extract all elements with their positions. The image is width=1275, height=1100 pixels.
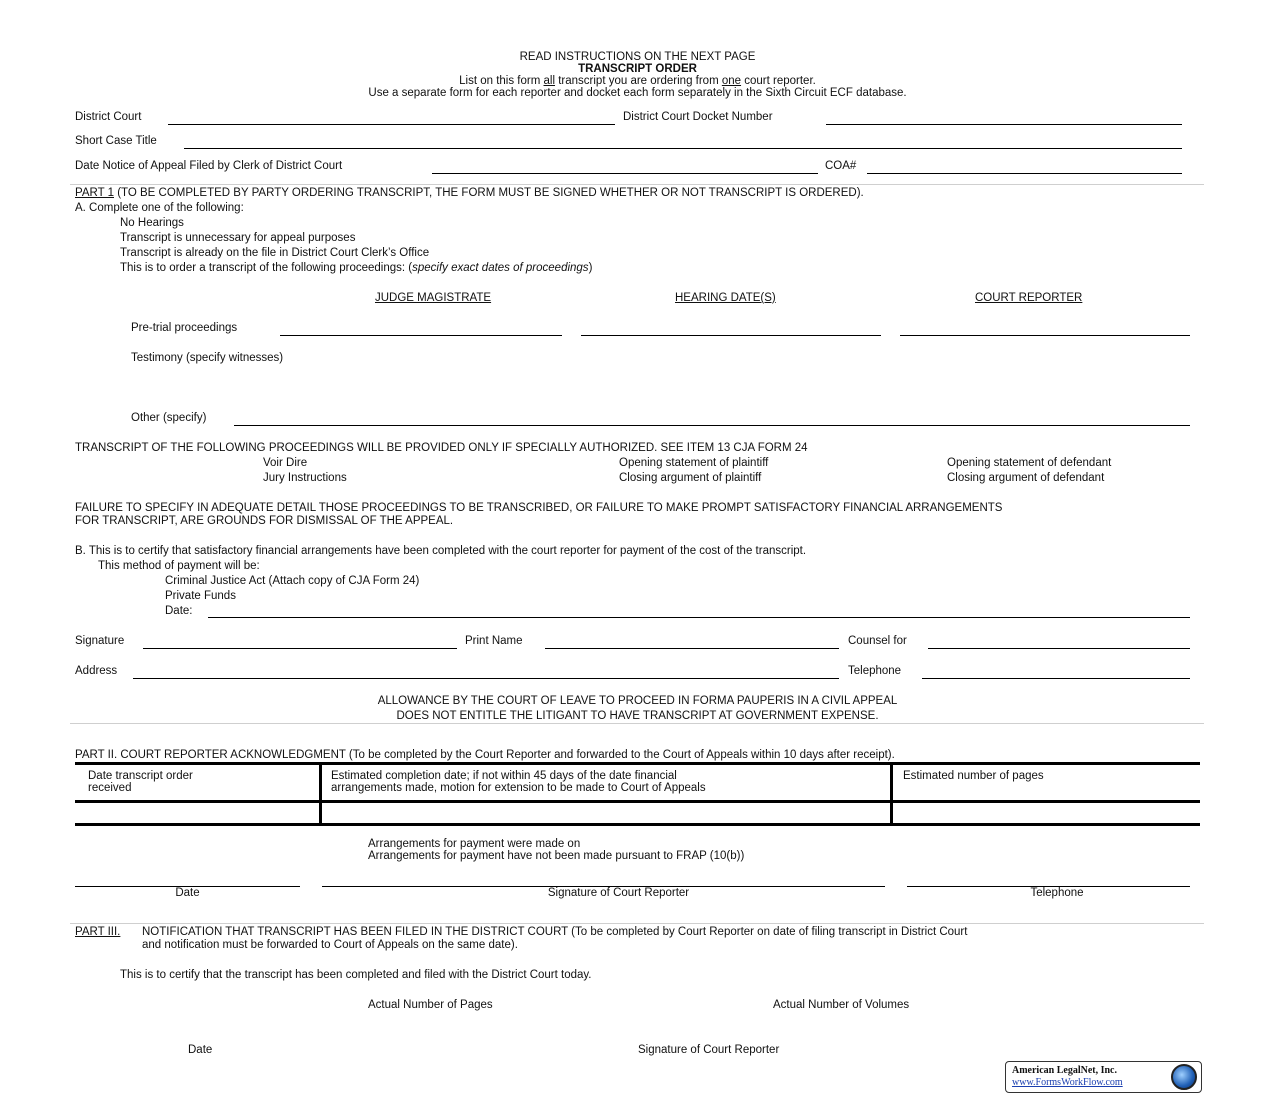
private-funds-option[interactable]: Private Funds <box>165 590 236 602</box>
option-order-transcript[interactable] <box>120 262 592 274</box>
failure-warning-2: FOR TRANSCRIPT, ARE GROUNDS FOR DISMISSAL OF THE APPEAL. <box>75 515 454 527</box>
pretrial-label: Pre-trial proceedings <box>131 322 238 334</box>
part1-label: PART 1 <box>75 187 114 199</box>
print-name-field[interactable] <box>545 648 839 649</box>
header-line-3-all: all <box>543 75 556 87</box>
reporter-telephone-label: Telephone <box>1030 887 1084 899</box>
arrangements-made-option[interactable]: Arrangements for payment were made on <box>368 838 581 850</box>
table-col-divider <box>890 762 893 826</box>
special-heading: TRANSCRIPT OF THE FOLLOWING PROCEEDINGS WILL BE PROVIDED ONLY IF SPECIALLY AUTHORIZED. SEE ITEM 13 CJA FORM 24 <box>75 442 808 454</box>
part3-heading-1: NOTIFICATION THAT TRANSCRIPT HAS BEEN FILED IN THE DISTRICT COURT (To be completed by Court Reporter on date of filing transcript in District Court <box>142 926 968 938</box>
pretrial-dates-field[interactable] <box>581 335 881 336</box>
testimony-label: Testimony (specify witnesses) <box>131 352 284 364</box>
header-line-3-mid: transcript you are ordering from <box>555 75 722 87</box>
coa-field[interactable] <box>867 173 1182 174</box>
telephone-field[interactable] <box>922 678 1190 679</box>
table-col-divider <box>319 762 322 826</box>
cell-completion-1: Estimated completion date; if not within 45 days of the date financial <box>331 770 677 782</box>
col-judge-magistrate: JUDGE MAGISTRATE <box>375 292 492 304</box>
address-label: Address <box>75 665 118 677</box>
signature-field[interactable] <box>143 648 457 649</box>
table-top-border <box>75 762 1200 765</box>
reporter-signature-label: Signature of Court Reporter <box>547 887 690 899</box>
allowance-notice-2: DOES NOT ENTITLE THE LITIGANT TO HAVE TRANSCRIPT AT GOVERNMENT EXPENSE. <box>396 710 879 722</box>
table-bottom-border <box>75 823 1200 826</box>
reporter-date-label: Date <box>175 887 200 899</box>
globe-icon <box>1171 1064 1197 1090</box>
part1-a-label: A. Complete one of the following: <box>75 202 244 214</box>
docket-number-field[interactable] <box>826 124 1182 125</box>
cell-completion-2: arrangements made, motion for extension to be made to Court of Appeals <box>331 782 706 794</box>
print-name-label: Print Name <box>465 635 523 647</box>
coa-label: COA# <box>825 160 857 172</box>
short-case-title-label: Short Case Title <box>75 135 157 147</box>
part3-heading-2: and notification must be forwarded to Court of Appeals on the same date). <box>142 939 518 951</box>
option-already-on-file[interactable]: Transcript is already on the file in District Court Clerk’s Office <box>120 247 430 259</box>
part1-heading-text: (TO BE COMPLETED BY PARTY ORDERING TRANSCRIPT, THE FORM MUST BE SIGNED WHETHER OR NOT TRANSCRIPT IS ORDERED). <box>114 187 864 199</box>
part1-heading <box>75 187 864 199</box>
signature-label: Signature <box>75 635 125 647</box>
divider <box>70 923 1204 924</box>
header-line-3-pre: List on this form <box>459 75 544 87</box>
short-case-title-field[interactable] <box>184 148 1182 149</box>
payment-date-field[interactable] <box>208 617 1190 618</box>
filing-date-label: Date <box>188 1044 213 1056</box>
cell-est-pages: Estimated number of pages <box>903 770 1044 782</box>
other-field[interactable] <box>234 425 1190 426</box>
col-court-reporter: COURT REPORTER <box>975 292 1083 304</box>
instructions-note: READ INSTRUCTIONS ON THE NEXT PAGE <box>519 51 756 63</box>
pretrial-judge-field[interactable] <box>280 335 562 336</box>
payment-method-label: This method of payment will be: <box>98 560 260 572</box>
header-line-3-one: one <box>721 75 742 87</box>
district-court-label: District Court <box>75 111 142 123</box>
est-pages-field[interactable] <box>894 804 1199 822</box>
arrangements-not-made-option[interactable]: Arrangements for payment have not been made pursuant to FRAP (10(b)) <box>368 850 745 862</box>
other-label: Other (specify) <box>131 412 207 424</box>
completion-date-field[interactable] <box>323 804 889 822</box>
order-line-close: ) <box>588 262 593 274</box>
header-line-4: Use a separate form for each reporter and docket each form separately in the Sixth Circuit ECF database. <box>368 87 907 99</box>
divider <box>70 184 1204 185</box>
table-mid-border <box>75 800 1200 803</box>
part2-heading: PART II. COURT REPORTER ACKNOWLEDGMENT (To be completed by the Court Reporter and forwarded to the Court of Appeals within 10 days after receipt). <box>75 749 895 761</box>
notice-date-field[interactable] <box>432 173 818 174</box>
address-field[interactable] <box>133 678 839 679</box>
header-line-3-post: court reporter. <box>741 75 816 87</box>
form-title: TRANSCRIPT ORDER <box>578 63 697 75</box>
closing-defendant-option[interactable]: Closing argument of defendant <box>947 472 1105 484</box>
part3-certify: This is to certify that the transcript has been completed and filed with the District Court today. <box>120 969 592 981</box>
actual-pages-label: Actual Number of Pages <box>368 999 493 1011</box>
cja-option[interactable]: Criminal Justice Act (Attach copy of CJA Form 24) <box>165 575 420 587</box>
date-received-field[interactable] <box>76 804 318 822</box>
opening-defendant-option[interactable]: Opening statement of defendant <box>947 457 1112 469</box>
voir-dire-option[interactable]: Voir Dire <box>263 457 308 469</box>
actual-volumes-label: Actual Number of Volumes <box>773 999 910 1011</box>
part3-label: PART III. <box>75 926 121 938</box>
jury-instructions-option[interactable]: Jury Instructions <box>263 472 347 484</box>
logo-url-link[interactable]: www.FormsWorkFlow.com <box>1012 1077 1123 1088</box>
logo-company: American LegalNet, Inc. <box>1012 1065 1117 1076</box>
option-unnecessary[interactable]: Transcript is unnecessary for appeal purposes <box>120 232 356 244</box>
failure-warning-1: FAILURE TO SPECIFY IN ADEQUATE DETAIL THOSE PROCEEDINGS TO BE TRANSCRIBED, OR FAILURE TO MAKE PROMPT SATISFACTORY FINANCIAL ARRANGEMENTS <box>75 502 1003 514</box>
allowance-notice-1: ALLOWANCE BY THE COURT OF LEAVE TO PROCEED IN FORMA PAUPERIS IN A CIVIL APPEAL <box>377 695 898 707</box>
cell-date-received-2: received <box>88 782 132 794</box>
american-legalnet-logo[interactable] <box>1005 1061 1202 1093</box>
certify-financial: B. This is to certify that satisfactory financial arrangements have been completed with the court reporter for payment of the cost of the transcript. <box>75 545 807 557</box>
filing-signature-label: Signature of Court Reporter <box>638 1044 780 1056</box>
opening-plaintiff-option[interactable]: Opening statement of plaintiff <box>619 457 769 469</box>
closing-plaintiff-option[interactable]: Closing argument of plaintiff <box>619 472 762 484</box>
cell-date-received-1: Date transcript order <box>88 770 193 782</box>
order-line-italic: specify exact dates of proceedings <box>412 262 589 274</box>
order-line-text: This is to order a transcript of the following proceedings: ( <box>120 262 413 274</box>
pretrial-reporter-field[interactable] <box>900 335 1190 336</box>
col-hearing-dates: HEARING DATE(S) <box>675 292 776 304</box>
telephone-label: Telephone <box>848 665 902 677</box>
docket-number-label: District Court Docket Number <box>623 111 773 123</box>
district-court-field[interactable] <box>168 124 615 125</box>
divider <box>70 723 1204 724</box>
counsel-for-label: Counsel for <box>848 635 907 647</box>
option-no-hearings[interactable]: No Hearings <box>120 217 184 229</box>
counsel-for-field[interactable] <box>928 648 1190 649</box>
payment-date-label: Date: <box>165 605 193 617</box>
header-line-3 <box>0 75 1275 87</box>
notice-date-label: Date Notice of Appeal Filed by Clerk of District Court <box>75 160 343 172</box>
